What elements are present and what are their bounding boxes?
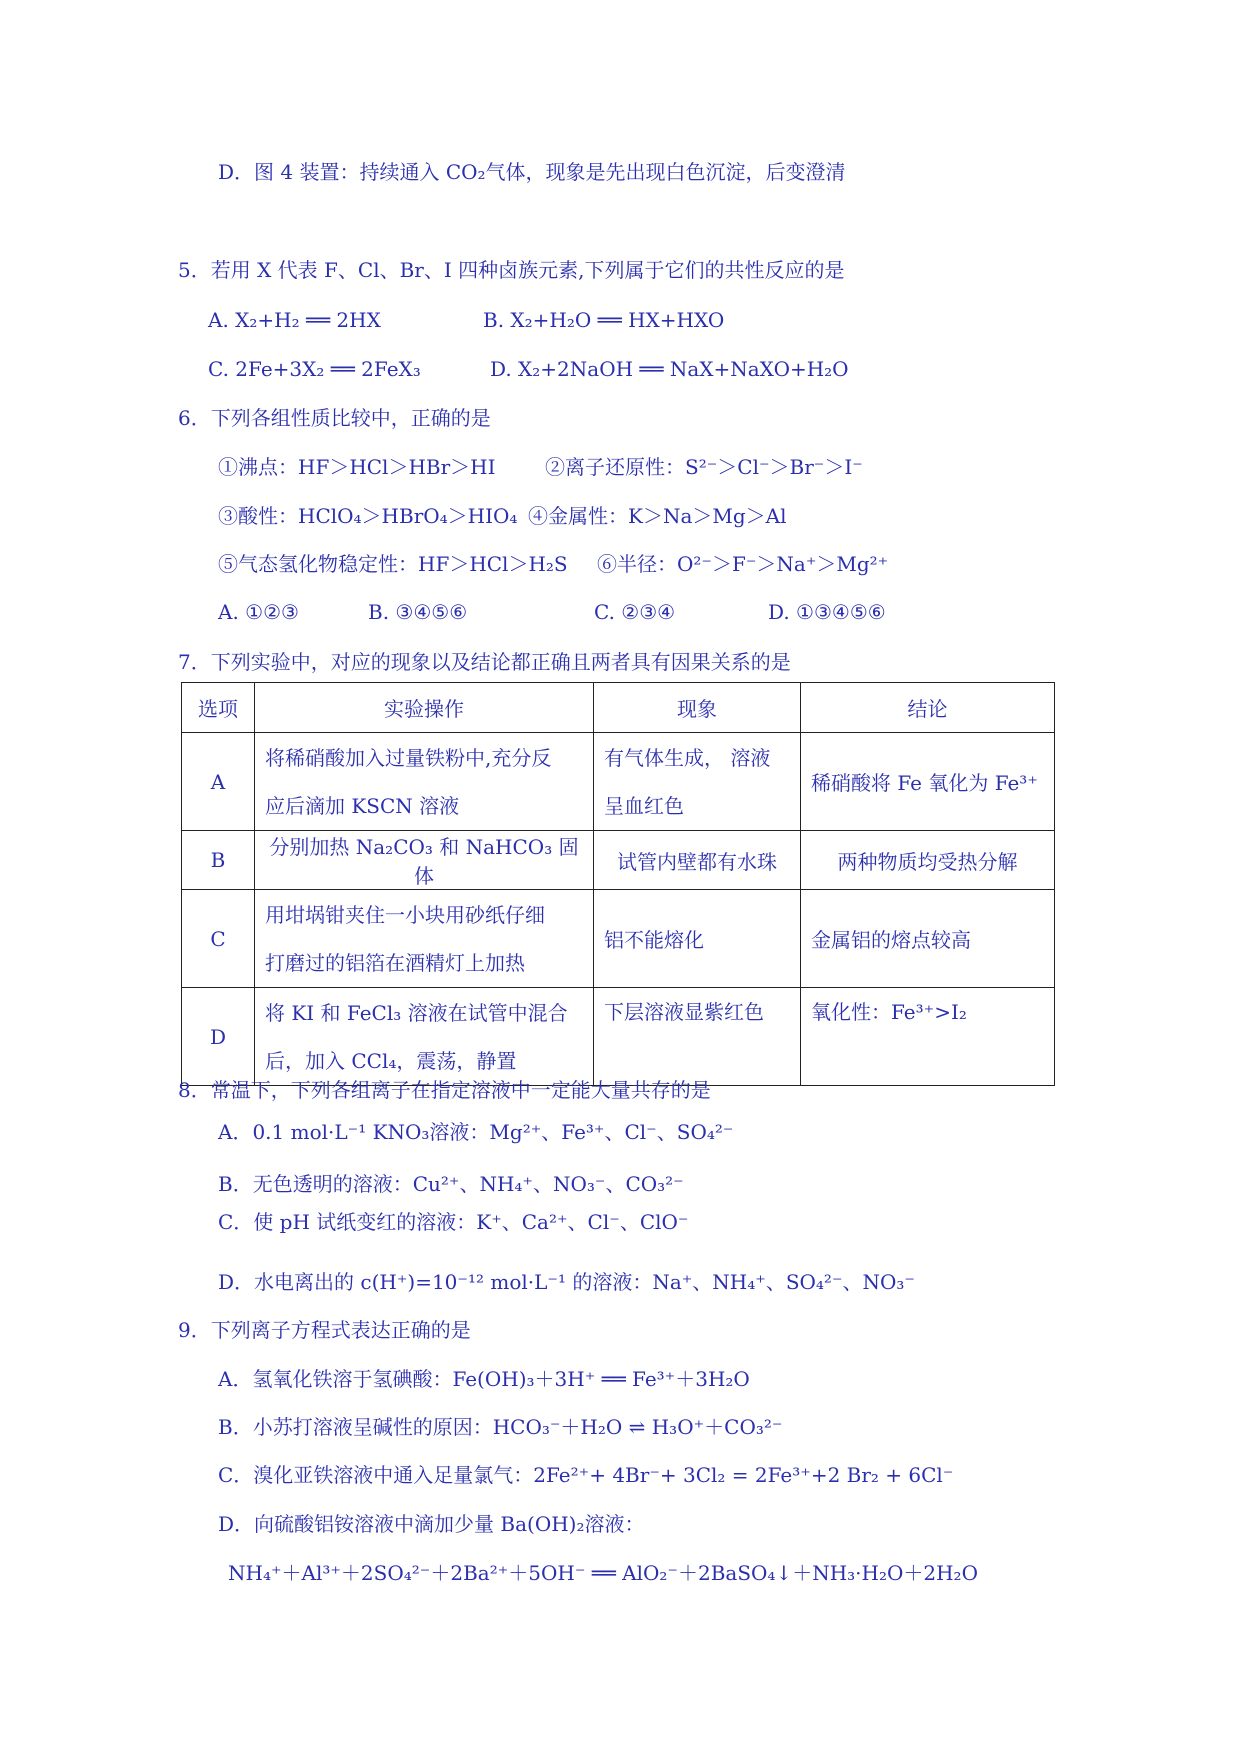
q4-option-d: D．图 4 装置：持续通入 CO₂气体，现象是先出现白色沉淀，后变澄清	[218, 160, 846, 184]
q5-option-b: B. X₂+H₂O ══ HX+HXO	[483, 308, 725, 332]
q6-option-d: D. ①③④⑤⑥	[768, 600, 886, 624]
q5-option-d: D. X₂+2NaOH ══ NaX+NaXO+H₂O	[490, 357, 849, 381]
row-conclusion: 金属铝的熔点较高	[801, 890, 1055, 988]
row-operation	[255, 988, 594, 1086]
phenomenon-line: 下层溶液显紫红色	[604, 1000, 764, 1024]
row-conclusion: 两种物质均受热分解	[801, 831, 1055, 890]
q6-option-a: A. ①②③	[218, 600, 299, 624]
operation-line: 将稀硝酸加入过量铁粉中,充分反	[265, 745, 552, 770]
q6-item-6: ⑥半径：O²⁻＞F⁻＞Na⁺＞Mg²⁺	[597, 552, 889, 576]
row-phenomenon: 铝不能熔化	[594, 890, 801, 988]
operation-line: 将 KI 和 FeCl₃ 溶液在试管中混合	[265, 1000, 568, 1025]
row-phenomenon: 试管内壁都有水珠	[594, 831, 801, 890]
q9-option-a: A．氢氧化铁溶于氢碘酸：Fe(OH)₃＋3H⁺ ══ Fe³⁺＋3H₂O	[218, 1367, 750, 1391]
row-operation	[255, 890, 594, 988]
q7-table	[181, 682, 1055, 1086]
q7-stem: 7．下列实验中，对应的现象以及结论都正确且两者具有因果关系的是	[178, 650, 791, 674]
row-option: C	[182, 890, 255, 988]
q6-item-5: ⑤气态氢化物稳定性：HF＞HCl＞H₂S	[218, 552, 568, 576]
header-operation: 实验操作	[255, 683, 594, 733]
table-row	[182, 831, 1055, 890]
row-operation	[255, 733, 594, 831]
row-conclusion	[801, 988, 1055, 1086]
q8-option-c: C．使 pH 试纸变红的溶液：K⁺、Ca²⁺、Cl⁻、ClO⁻	[218, 1210, 689, 1234]
phenomenon-line: 有气体生成， 溶液	[604, 745, 771, 770]
q6-item-4: ④金属性：K＞Na＞Mg＞Al	[528, 504, 787, 528]
operation-line: 后，加入 CCl₄，震荡，静置	[265, 1048, 517, 1073]
q8-option-a: A．0.1 mol·L⁻¹ KNO₃溶液：Mg²⁺、Fe³⁺、Cl⁻、SO₄²⁻	[218, 1120, 734, 1144]
q6-stem: 6．下列各组性质比较中，正确的是	[178, 406, 491, 430]
row-option: B	[182, 831, 255, 890]
table-header-row	[182, 683, 1055, 733]
phenomenon-line: 呈血红色	[604, 793, 684, 818]
q9-option-d: D．向硫酸铝铵溶液中滴加少量 Ba(OH)₂溶液：	[218, 1512, 645, 1536]
conclusion-line: 氧化性：Fe³⁺>I₂	[811, 1000, 967, 1024]
q6-item-1: ①沸点：HF＞HCl＞HBr＞HI	[218, 455, 496, 479]
q6-item-2: ②离子还原性：S²⁻＞Cl⁻＞Br⁻＞I⁻	[545, 455, 863, 479]
row-option: D	[182, 988, 255, 1086]
table-row	[182, 890, 1055, 988]
q9-option-d-equation: NH₄⁺＋Al³⁺＋2SO₄²⁻＋2Ba²⁺＋5OH⁻ ══ AlO₂⁻＋2BaSO₄↓＋NH₃·H₂O＋2H₂O	[228, 1561, 978, 1585]
q6-item-3: ③酸性：HClO₄＞HBrO₄＞HIO₄	[218, 504, 518, 528]
q5-option-c: C. 2Fe+3X₂ ══ 2FeX₃	[208, 357, 421, 381]
q5-stem: 5．若用 X 代表 F、Cl、Br、I 四种卤族元素,下列属于它们的共性反应的是	[178, 258, 845, 282]
q6-option-c: C. ②③④	[594, 600, 676, 624]
row-option: A	[182, 733, 255, 831]
q8-option-d: D．水电离出的 c(H⁺)=10⁻¹² mol·L⁻¹ 的溶液：Na⁺、NH₄⁺、SO₄²⁻、NO₃⁻	[218, 1270, 915, 1294]
header-option: 选项	[182, 683, 255, 733]
header-phenomenon: 现象	[594, 683, 801, 733]
operation-line: 应后滴加 KSCN 溶液	[265, 793, 460, 818]
q9-stem: 9．下列离子方程式表达正确的是	[178, 1318, 471, 1342]
table-row	[182, 733, 1055, 831]
q5-option-a: A. X₂+H₂ ══ 2HX	[208, 308, 381, 332]
operation-line: 用坩埚钳夹住一小块用砂纸仔细	[265, 902, 545, 927]
q8-stem: 8．常温下，下列各组离子在指定溶液中一定能大量共存的是	[178, 1078, 711, 1102]
q8-option-b: B．无色透明的溶液：Cu²⁺、NH₄⁺、NO₃⁻、CO₃²⁻	[218, 1172, 684, 1196]
q9-option-c: C．溴化亚铁溶液中通入足量氯气：2Fe²⁺+ 4Br⁻+ 3Cl₂ = 2Fe³⁺+2 Br₂ + 6Cl⁻	[218, 1463, 954, 1487]
row-phenomenon	[594, 988, 801, 1086]
table-row	[182, 988, 1055, 1086]
q9-option-b: B．小苏打溶液呈碱性的原因：HCO₃⁻＋H₂O ⇌ H₃O⁺＋CO₃²⁻	[218, 1415, 783, 1439]
row-conclusion: 稀硝酸将 Fe 氧化为 Fe³⁺	[801, 733, 1055, 831]
q6-option-b: B. ③④⑤⑥	[368, 600, 468, 624]
header-conclusion: 结论	[801, 683, 1055, 733]
row-phenomenon	[594, 733, 801, 831]
row-operation: 分别加热 Na₂CO₃ 和 NaHCO₃ 固体	[255, 831, 594, 890]
operation-line: 打磨过的铝箔在酒精灯上加热	[265, 950, 525, 975]
